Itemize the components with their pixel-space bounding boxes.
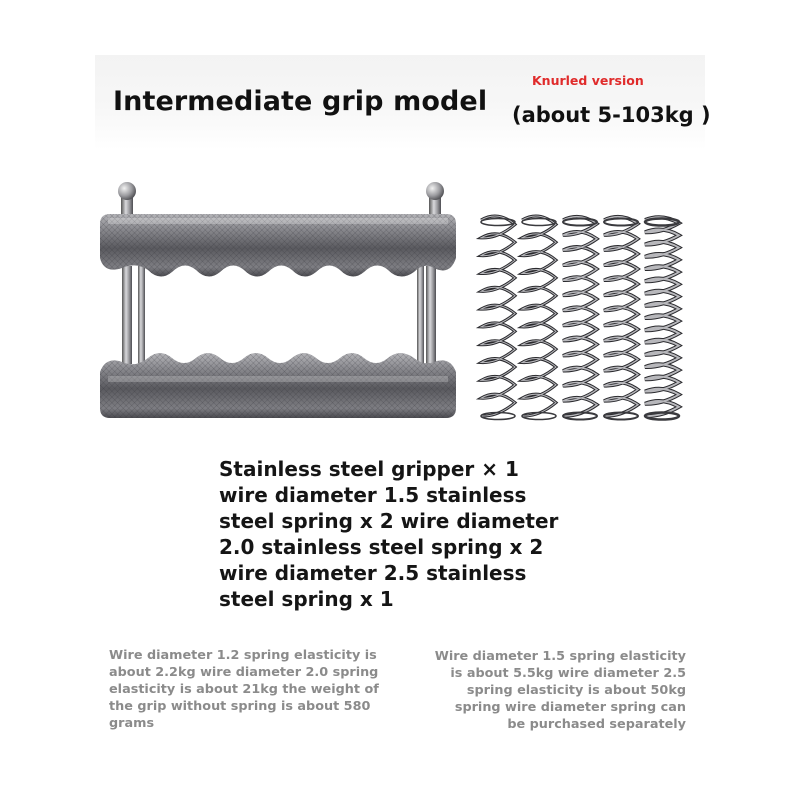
product-image (78, 176, 708, 426)
note-line: the grip without spring is about 580 (109, 699, 371, 714)
weight-range: (about 5-103kg ) (512, 103, 711, 127)
page-title: Intermediate grip model (113, 86, 488, 117)
contents-line: steel spring x 2 wire diameter (219, 509, 559, 533)
contents-list (219, 456, 558, 612)
note-line: spring elasticity is about 50kg (466, 683, 686, 698)
knurled-gripper-icon (100, 182, 456, 418)
note-line: Wire diameter 1.5 spring elasticity (434, 649, 686, 664)
note-line: grams (109, 716, 155, 731)
note-line: is about 5.5kg wire diameter 2.5 (450, 666, 686, 681)
contents-line: Stainless steel gripper × 1 (219, 457, 519, 481)
note-line: spring wire diameter spring can (454, 700, 686, 715)
note-line: Wire diameter 1.2 spring elasticity is (109, 648, 377, 663)
note-line: elasticity is about 21kg the weight of (109, 682, 379, 697)
contents-line: wire diameter 2.5 stainless (219, 561, 527, 585)
elasticity-note-right (435, 648, 686, 733)
version-badge: Knurled version (532, 73, 644, 88)
elasticity-note-left (109, 647, 379, 732)
contents-line: 2.0 stainless steel spring x 2 (219, 535, 544, 559)
spring-icon (481, 216, 679, 419)
contents-line: wire diameter 1.5 stainless (219, 483, 527, 507)
contents-line: steel spring x 1 (219, 587, 394, 611)
note-line: be purchased separately (507, 717, 686, 732)
note-line: about 2.2kg wire diameter 2.0 spring (109, 665, 379, 680)
